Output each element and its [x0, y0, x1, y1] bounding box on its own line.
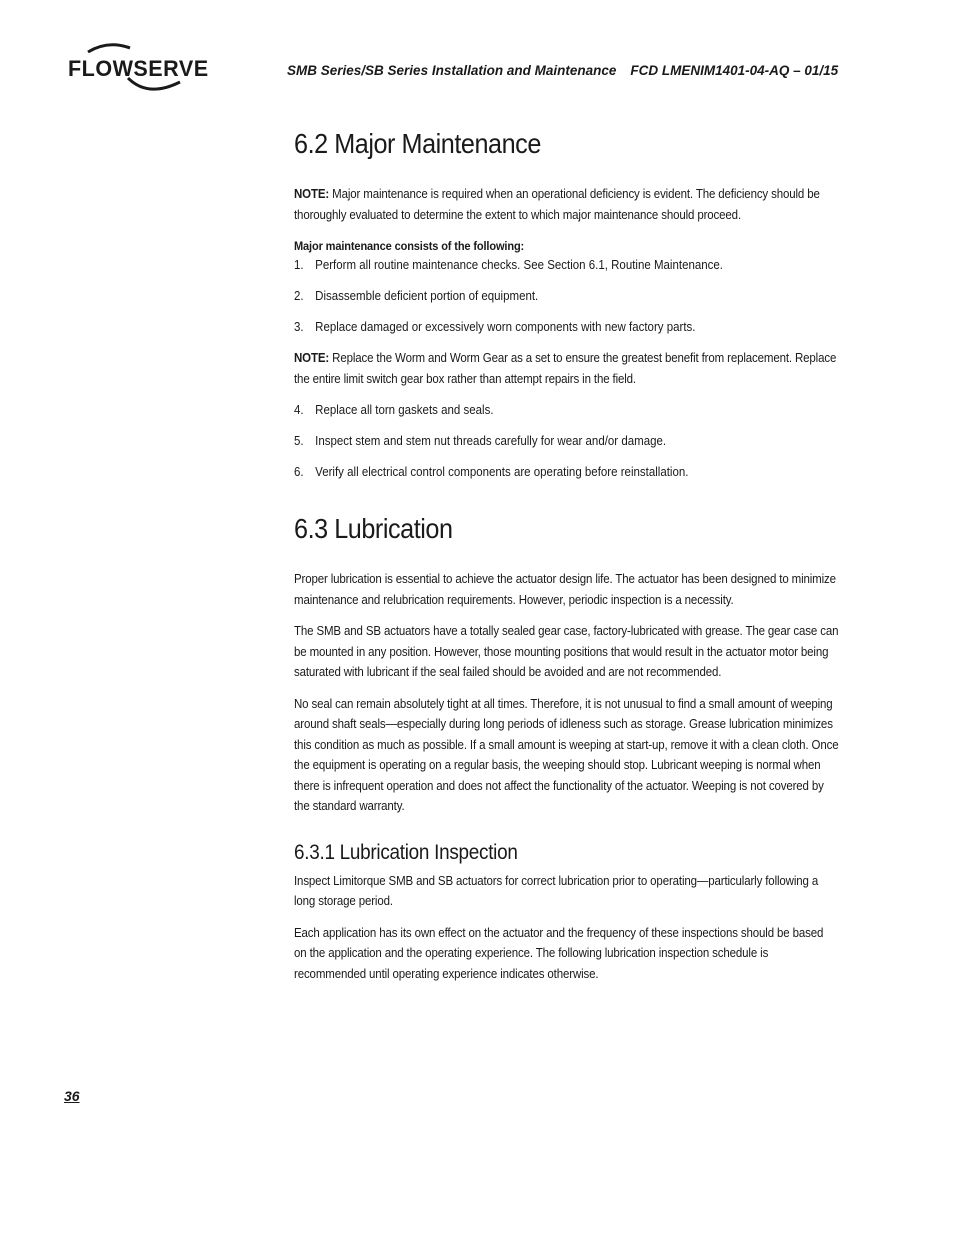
list-item-number: 2.	[294, 289, 304, 303]
list-item	[294, 286, 839, 306]
logo-text: FLOWSERVE	[68, 56, 209, 81]
maintenance-list-2	[294, 400, 839, 482]
lubrication-paragraph-1: Proper lubrication is essential to achieve the actuator design life. The actuator has been designed to minimize maintenance and relubrication requirements. However, periodic inspection is a necessity.	[294, 572, 836, 607]
list-item	[294, 317, 839, 337]
heading-6-3: 6.3 Lubrication	[294, 513, 453, 544]
list-item-number: 3.	[294, 320, 304, 334]
list-item-number: 1.	[294, 258, 304, 272]
list-item-text: Disassemble deficient portion of equipment.	[315, 289, 539, 303]
list-item	[294, 255, 839, 275]
heading-6-2: 6.2 Major Maintenance	[294, 128, 541, 159]
list-intro: Major maintenance consists of the following:	[294, 239, 525, 253]
list-item-text: Verify all electrical control components are operating before reinstallation.	[315, 465, 689, 479]
main-content	[294, 128, 839, 984]
list-item-number: 6.	[294, 465, 304, 479]
list-item	[294, 400, 839, 420]
list-item	[294, 462, 839, 482]
list-item-number: 4.	[294, 403, 304, 417]
note-2	[294, 348, 839, 389]
list-item	[294, 431, 839, 451]
note-1	[294, 184, 839, 225]
note-1-label: NOTE:	[294, 187, 330, 201]
flowserve-logo	[68, 42, 208, 94]
header-doc-id: FCD LMENIM1401-04-AQ – 01/15	[630, 63, 839, 78]
heading-6-3-1: 6.3.1 Lubrication Inspection	[294, 840, 518, 864]
note-2-text: Replace the Worm and Worm Gear as a set to ensure the greatest benefit from replacement. Replace the entire limit switch gear box rather than attempt repairs in the field.	[294, 351, 837, 386]
maintenance-list-1	[294, 255, 839, 337]
list-item-text: Replace damaged or excessively worn components with new factory parts.	[315, 320, 696, 334]
note-2-label: NOTE:	[294, 351, 330, 365]
note-1-text: Major maintenance is required when an operational deficiency is evident. The deficiency should be thoroughly evaluated to determine the extent to which major maintenance should proceed.	[294, 187, 820, 222]
list-item-text: Perform all routine maintenance checks. See Section 6.1, Routine Maintenance.	[315, 258, 724, 272]
running-header	[287, 63, 847, 78]
lubrication-paragraph-2: The SMB and SB actuators have a totally sealed gear case, factory-lubricated with grease. The gear case can be mounted in any position. However, those mounting positions that would result in the actuator motor being saturated with lubricant if the seal failed should be avoided and are not recommended.	[294, 624, 839, 679]
inspection-paragraph-1: Inspect Limitorque SMB and SB actuators for correct lubrication prior to operating—particularly following a long storage period.	[294, 873, 819, 908]
list-item-text: Inspect stem and stem nut threads carefully for wear and/or damage.	[315, 434, 667, 448]
lubrication-paragraph-3: No seal can remain absolutely tight at all times. Therefore, it is not unusual to find a small amount of weeping around shaft seals—especially during long periods of idleness such as storage. Grease lubrication minimizes this condition as much as possible. If a small amount is weeping at start-up, remove it with a clean cloth. Once the equipment is operating on a regular basis, the weeping should stop. Lubricant weeping is normal when there is infrequent operation and does not affect the functionality of the actuator. Weeping is not covered by the standard warranty.	[294, 696, 839, 813]
page-number: 36	[64, 1088, 80, 1104]
list-item-number: 5.	[294, 434, 304, 448]
inspection-paragraph-2: Each application has its own effect on the actuator and the frequency of these inspections should be based on the application and the operating experience. The following lubrication inspection schedule is recommended until operating experience indicates otherwise.	[294, 925, 824, 981]
header-title: SMB Series/SB Series Installation and Maintenance	[287, 63, 617, 78]
list-item-text: Replace all torn gaskets and seals.	[315, 403, 494, 417]
